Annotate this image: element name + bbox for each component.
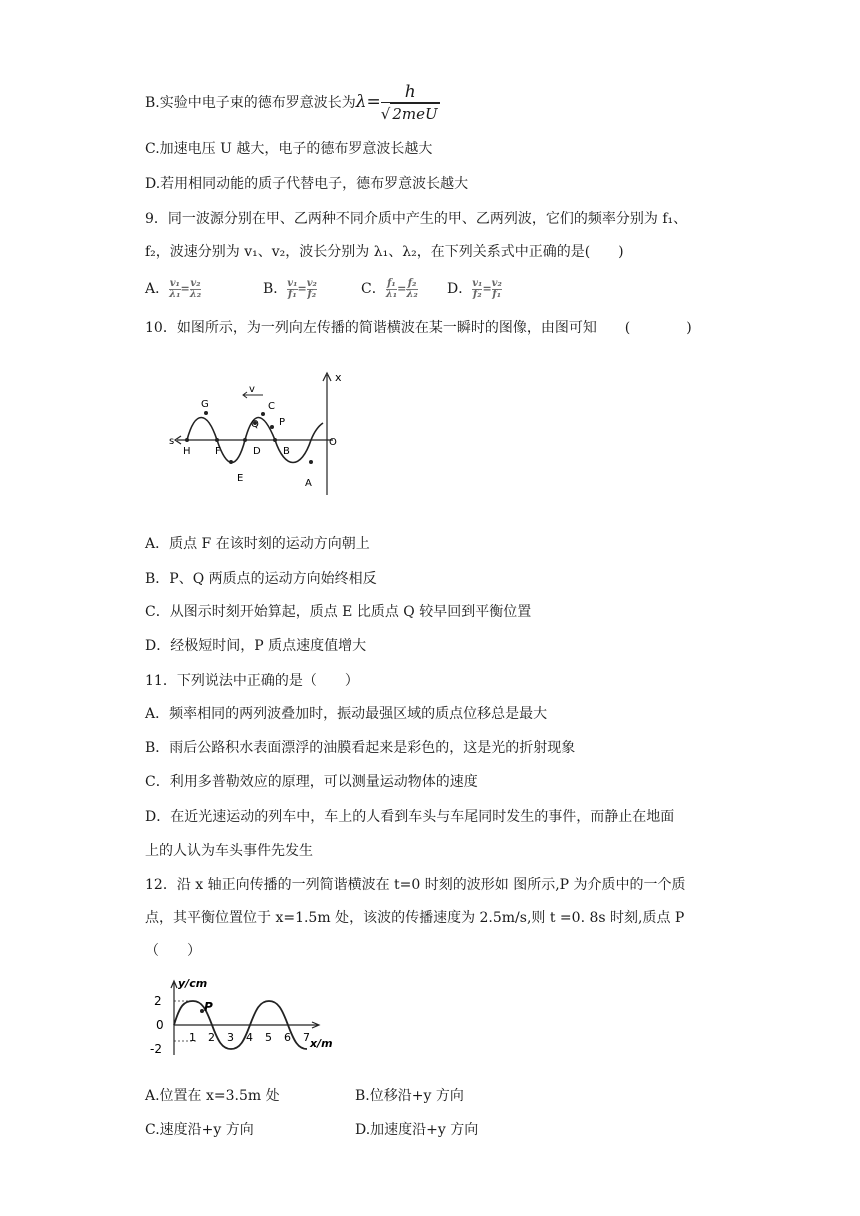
y-tick-0: 0 <box>156 1018 164 1032</box>
formula-numerator: h <box>381 82 440 103</box>
q11-option-b: B．雨后公路积水表面漂浮的油膜看起来是彩色的，这是光的折射现象 <box>145 740 576 756</box>
x-tick-7: 7 <box>303 1031 310 1044</box>
label-E: E <box>237 473 244 484</box>
q9-option-d: D． $\frac{\text{v₁}}{\text{f₂}}$ = $\frac{\text{v₂}}{\text{f₁}}$ <box>447 277 502 300</box>
q11-option-c: C．利用多普勒效应的原理，可以测量运动物体的速度 <box>145 774 478 790</box>
formula-sqrt-content: 2meU <box>392 105 438 123</box>
q10-option-c: C．从图示时刻开始算起，质点 E 比质点 Q 较早回到平衡位置 <box>145 604 532 620</box>
q12-wave-figure <box>150 975 333 1070</box>
q8-option-c: C.加速电压 U 越大，电子的德布罗意波长越大 <box>145 141 433 157</box>
q9-stem-line1: 9．同一波源分别在甲、乙两种不同介质中产生的甲、乙两列波，它们的频率分别为 f₁、 <box>145 211 688 227</box>
q8-option-d: D.若用相同动能的质子代替电子，德布罗意波长越大 <box>145 176 469 192</box>
q9-option-b: B． $\frac{\text{v₁}}{\text{f₁}}$ = $\frac{\text{v₂}}{\text{f₂}}$ <box>263 277 317 300</box>
label-D: D <box>253 446 261 457</box>
label-Q: Q <box>251 419 259 430</box>
de-broglie-formula <box>381 82 440 124</box>
q9-option-a: A． $\frac{\text{v₁}}{\text{λ₁}}$ = $\frac{\text{v₂}}{\text{λ₂}}$ <box>145 277 202 300</box>
q12-option-a: A.位置在 x=3.5m 处 <box>145 1088 280 1104</box>
q12-option-d: D.加速度沿+y 方向 <box>355 1122 479 1138</box>
lambda-symbol: λ= <box>355 92 381 112</box>
q8-option-b-text: B.实验中电子束的德布罗意波长为 <box>145 95 356 111</box>
q11-option-d-line2: 上的人认为车头事件先发生 <box>145 843 313 859</box>
q12-stem-line1: 12．沿 x 轴正向传播的一列简谐横波在 t=0 时刻的波形如 图所示,P 为介质中的一个质 <box>145 877 686 893</box>
label-P: P <box>279 417 286 428</box>
x-tick-6: 6 <box>284 1031 291 1044</box>
label-H: H <box>183 446 191 457</box>
y-axis-label: y/cm <box>178 977 208 990</box>
label-B: B <box>283 446 290 457</box>
x-tick-2: 2 <box>208 1031 215 1044</box>
x-tick-5: 5 <box>265 1031 272 1044</box>
q11-option-d-line1: D．在近光速运动的列车中，车上的人看到车头与车尾同时发生的事件，而静止在地面 <box>145 809 675 825</box>
q11-option-a: A．频率相同的两列波叠加时，振动最强区域的质点位移总是最大 <box>145 706 548 722</box>
label-G: G <box>201 399 209 410</box>
x-tick-1: 1 <box>189 1031 196 1044</box>
y-tick-2: 2 <box>154 994 162 1008</box>
label-x: x <box>335 371 342 384</box>
x-tick-3: 3 <box>227 1031 234 1044</box>
q12-stem-line3: （ ） <box>145 943 201 959</box>
q11-stem: 11．下列说法中正确的是（ ） <box>145 673 359 689</box>
q9-options <box>145 276 502 302</box>
label-v: v <box>249 384 255 395</box>
label-O: O <box>329 437 337 448</box>
point-P-label: P <box>204 1000 213 1014</box>
q12-option-b: B.位移沿+y 方向 <box>355 1088 464 1104</box>
q12-option-c: C.速度沿+y 方向 <box>145 1122 254 1138</box>
q10-wave-figure <box>165 365 355 505</box>
q10-option-b: B．P、Q 两质点的运动方向始终相反 <box>145 571 377 587</box>
label-F: F <box>215 446 221 457</box>
q9-option-c: C． $\frac{\text{f₁}}{\text{λ₁}}$ = $\frac{\text{f₂}}{\text{λ₂}}$ <box>361 277 418 300</box>
q8-option-b <box>145 82 440 124</box>
q10-stem: 10．如图所示，为一列向左传播的简谐横波在某一瞬时的图像，由图可知 ( ) <box>145 320 692 336</box>
x-axis-label: x/m <box>310 1037 333 1050</box>
y-tick-neg2: -2 <box>150 1042 162 1056</box>
q12-stem-line2: 点，其平衡位置位于 x=1.5m 处，该波的传播速度为 2.5m/s,则 t =0. 8s 时刻,质点 P <box>145 910 685 926</box>
q9-stem-line2: f₂，波速分别为 v₁、v₂，波长分别为 λ₁、λ₂，在下列关系式中正确的是( ) <box>145 244 624 260</box>
q10-option-d: D．经极短时间，P 质点速度值增大 <box>145 638 367 654</box>
label-A: A <box>305 478 312 489</box>
label-s: s <box>169 436 175 447</box>
x-tick-4: 4 <box>246 1031 253 1044</box>
label-C: C <box>268 401 275 412</box>
formula-denominator: √ 2meU <box>380 105 438 123</box>
q10-option-a: A．质点 F 在该时刻的运动方向朝上 <box>145 536 370 552</box>
